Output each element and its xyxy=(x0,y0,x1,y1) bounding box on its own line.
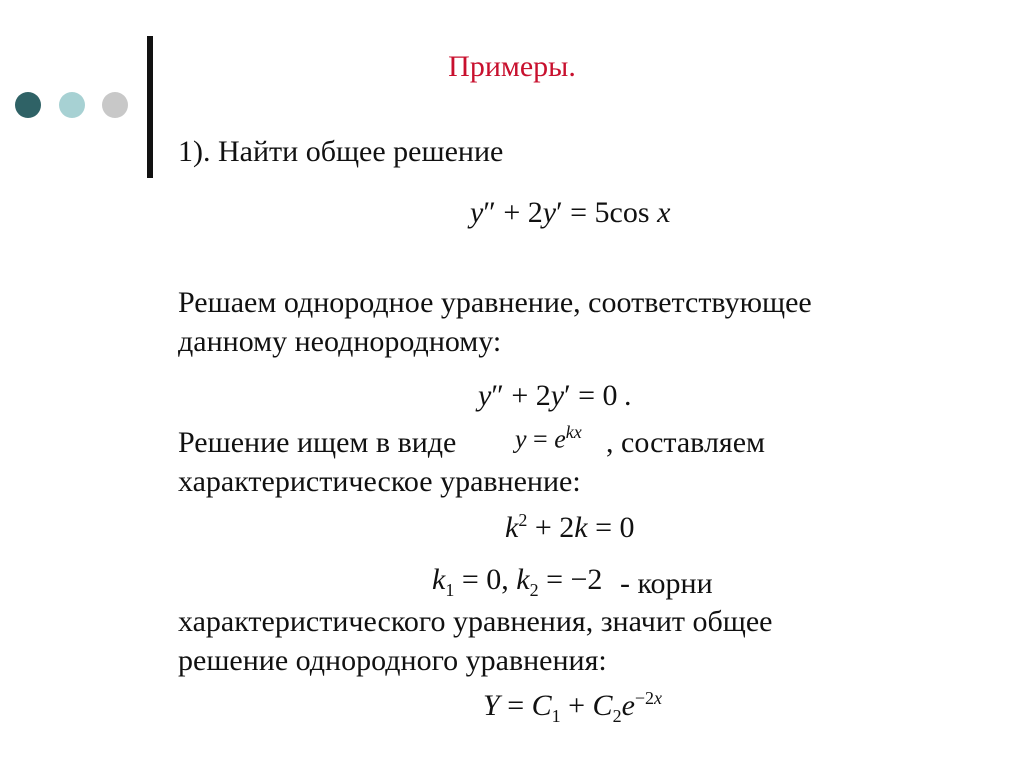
equation-characteristic: $k^2 + 2k = 0$ xyxy=(505,510,635,544)
equation-solution-form: $y = e^{kx}$ xyxy=(515,422,582,454)
decor-dot-dark xyxy=(15,92,41,118)
decor-dot-light xyxy=(59,92,85,118)
paragraph-line-4: характеристическое уравнение: xyxy=(178,465,581,498)
decor-dot-gray xyxy=(102,92,128,118)
equation-homogeneous: y″ + 2y′ = 0 xyxy=(478,379,618,412)
paragraph-line-7: решение однородного уравнения: xyxy=(178,644,607,677)
equation-homogeneous-dot: . xyxy=(624,379,632,412)
slide-title: Примеры. xyxy=(448,50,576,83)
paragraph-line-2: данному неоднородному: xyxy=(178,325,502,358)
equation-roots: $k_1 = 0$, $k_2 = -2$ xyxy=(432,563,603,600)
equation-general-solution: $Y = C_1 + C_2e^{-2x}$ xyxy=(483,688,663,726)
paragraph-line-5: - корни xyxy=(620,567,713,600)
paragraph-line-3a: Решение ищем в виде xyxy=(178,426,457,459)
equation-main: y″ + 2y′ = 5cos x xyxy=(470,196,671,229)
paragraph-line-3b: , составляем xyxy=(606,426,766,459)
paragraph-line-6: характеристического уравнения, значит общее xyxy=(178,605,773,638)
paragraph-line-1: Решаем однородное уравнение, соответствующее xyxy=(178,286,812,319)
problem-statement: 1). Найти общее решение xyxy=(178,135,504,168)
